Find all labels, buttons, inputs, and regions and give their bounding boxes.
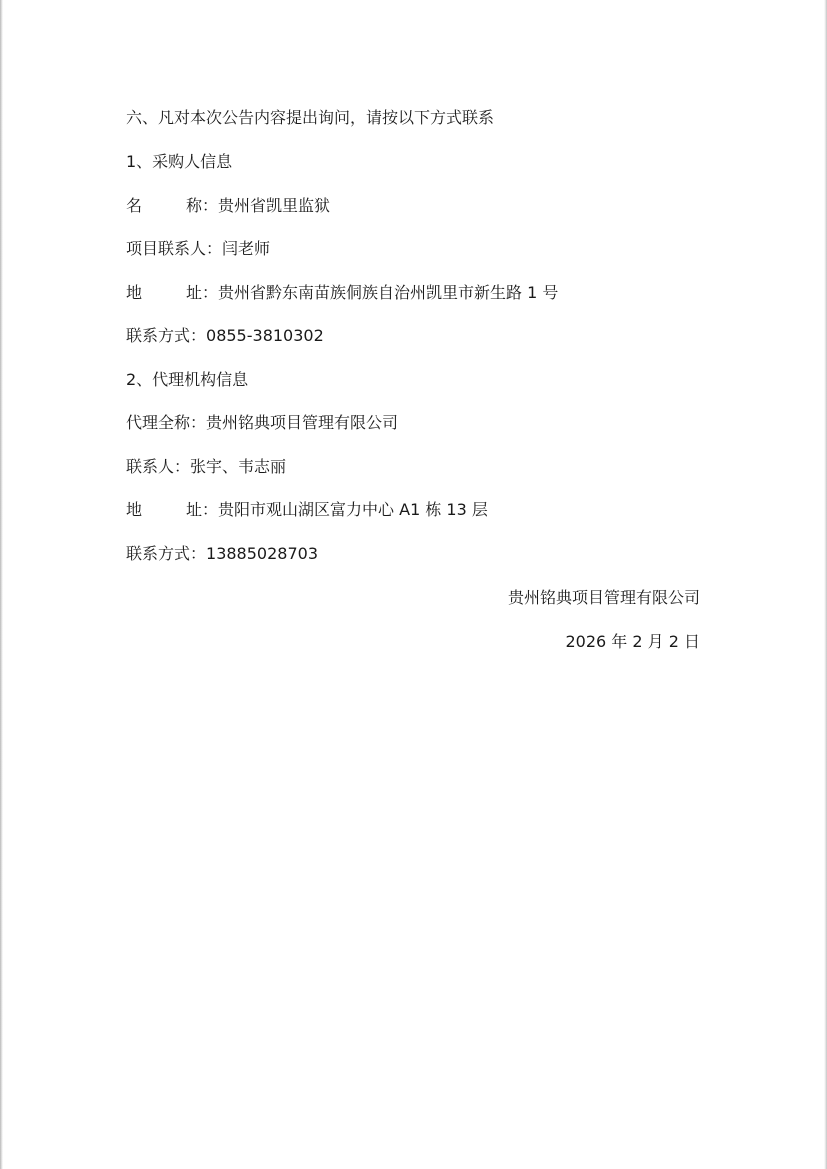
purchaser-address-label-b: 址： <box>186 283 219 302</box>
agency-phone-label: 联系方式： <box>126 544 207 563</box>
purchaser-contact-row <box>126 238 270 260</box>
section-heading <box>126 107 494 129</box>
purchaser-contact-value: 闫老师 <box>222 239 271 258</box>
agency-heading-text: 2、代理机构信息 <box>126 370 249 389</box>
purchaser-name-label-a: 名 <box>126 196 143 215</box>
agency-address-label-b: 址： <box>186 500 219 519</box>
purchaser-phone-label: 联系方式： <box>126 326 207 345</box>
agency-name-row <box>126 412 398 434</box>
section-heading-text: 六、凡对本次公告内容提出询问，请按以下方式联系 <box>126 108 495 127</box>
agency-heading <box>126 369 248 391</box>
agency-address-row <box>126 499 488 521</box>
purchaser-contact-label: 项目联系人： <box>126 239 223 258</box>
purchaser-address-label-a: 地 <box>126 283 143 302</box>
agency-contact-row <box>126 456 286 478</box>
signature-date <box>565 631 700 653</box>
agency-contact-value: 张宇、韦志丽 <box>190 457 287 476</box>
agency-phone-row <box>126 543 318 565</box>
agency-name-value: 贵州铭典项目管理有限公司 <box>206 413 399 432</box>
signature-company <box>508 587 700 609</box>
agency-name-label: 代理全称： <box>126 413 207 432</box>
purchaser-address-row <box>126 282 558 304</box>
purchaser-heading-text: 1、采购人信息 <box>126 152 233 171</box>
signature-company-text: 贵州铭典项目管理有限公司 <box>507 588 700 607</box>
purchaser-heading <box>126 151 232 173</box>
purchaser-address-value: 贵州省黔东南苗族侗族自治州凯里市新生路 1 号 <box>218 283 559 302</box>
purchaser-phone-value: 0855-3810302 <box>206 326 324 345</box>
agency-address-value: 贵阳市观山湖区富力中心 A1 栋 13 层 <box>218 500 488 519</box>
purchaser-name-value: 贵州省凯里监狱 <box>218 196 331 215</box>
agency-address-label-a: 地 <box>126 500 143 519</box>
purchaser-name-label-b: 称： <box>186 196 219 215</box>
purchaser-name-row <box>126 195 330 217</box>
agency-contact-label: 联系人： <box>126 457 191 476</box>
signature-date-text: 2026 年 2 月 2 日 <box>565 632 700 651</box>
purchaser-phone-row <box>126 325 324 347</box>
agency-phone-value: 13885028703 <box>206 544 318 563</box>
